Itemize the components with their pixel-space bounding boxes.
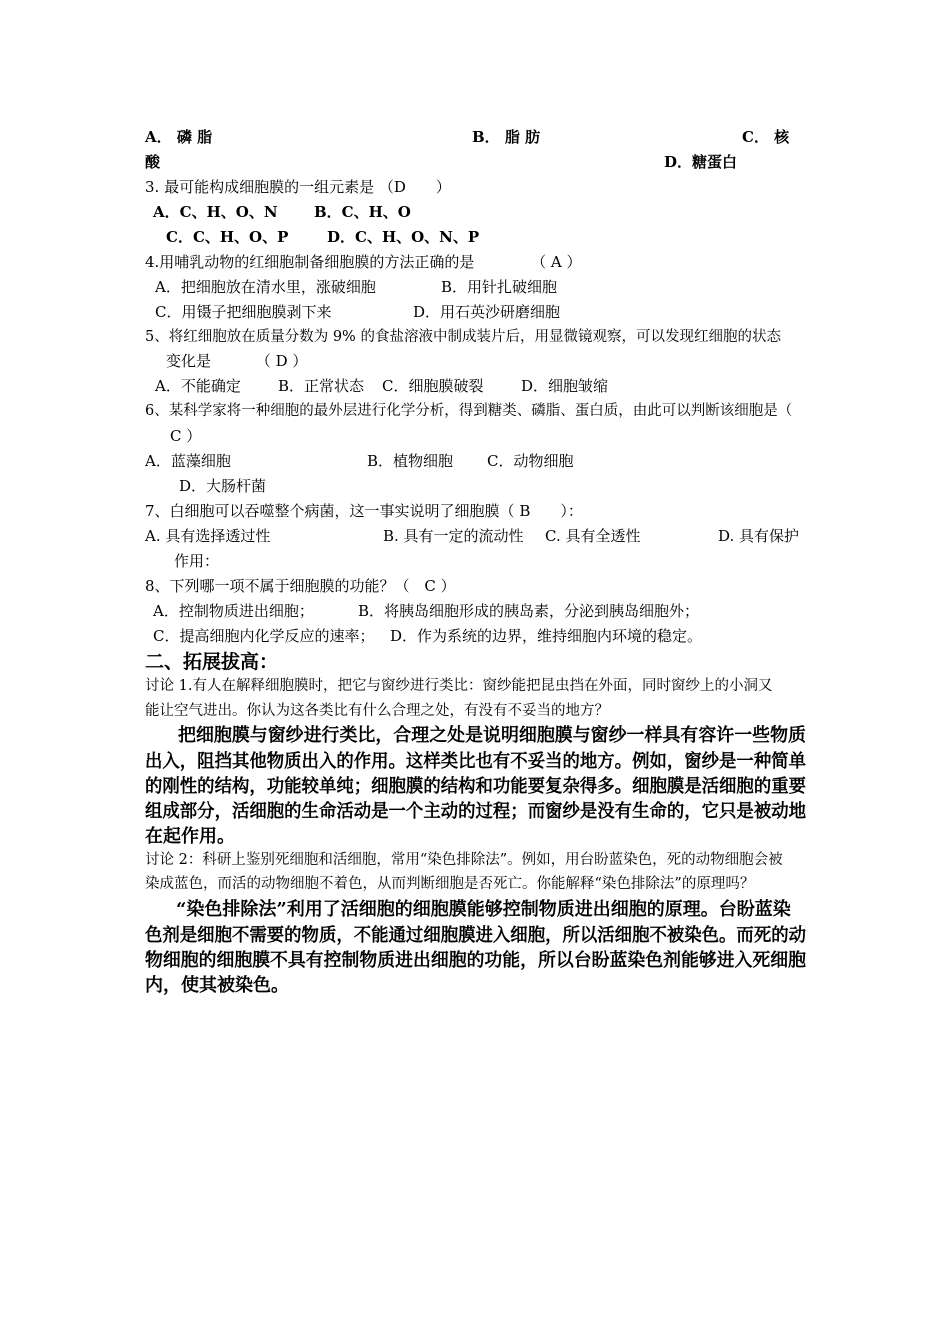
q6-option-a: A．蓝藻细胞 [145,452,231,470]
q2-option-b: B． 脂 肪 [472,128,541,146]
discussion-1-answer-line-5: 在起作用。 [145,826,235,847]
discussion-1-answer-line-2: 出入，阻挡其他物质出入的作用。这样类比也有不妥当的地方。例如，窗纱是一种简单 [145,751,807,772]
q6-option-b: B．植物细胞 [367,452,454,470]
discussion-2-answer-line-4: 内，使其被染色。 [145,975,289,996]
q5-option-a: A．不能确定 [155,377,241,395]
q3-stem-text: 3. 最可能构成细胞膜的一组元素是 [145,178,375,196]
q4-option-d: D．用石英沙研磨细胞 [413,303,561,321]
discussion-1-answer-line-3: 的刚性的结构，功能较单纯；细胞膜的结构和功能要复杂得多。细胞膜是活细胞的重要 [145,776,807,797]
q8-stem [145,576,456,596]
q5-answer: （ D ） [255,352,308,370]
q2-option-a: A． 磷 脂 [145,128,213,146]
q5-option-c: C．细胞膜破裂 [382,377,484,395]
q3-option-d: D．C、H、O、N、P [327,228,480,246]
q7-option-b: B. 具有一定的流动性 [383,527,524,545]
q2-option-c: C． 核 [742,128,790,146]
q6-option-d: D．大肠杆菌 [179,477,267,495]
q2-option-c-continued: 酸 [145,153,161,171]
q3-stem [145,177,451,197]
q7-option-c: C. 具有全透性 [545,527,641,545]
q4-option-b: B．用针扎破细胞 [441,278,558,296]
q6-stem: 6、某科学家将一种细胞的最外层进行化学分析，得到糖类、磷脂、蛋白质，由此可以判断该细胞是（ [145,403,793,419]
q4-answer: （ A ） [531,253,582,271]
discussion-2-answer-line-3: 物细胞的细胞膜不具有控制物质进出细胞的功能，所以台盼蓝染色剂能够进入死细胞 [145,950,807,971]
q5-stem-continued [166,351,307,371]
q2-option-d: D．糖蛋白 [664,153,738,171]
q6-answer: C ） [170,427,202,445]
q8-option-d: D．作为系统的边界，维持细胞内环境的稳定。 [390,627,703,645]
q3-answer: （D ） [378,178,451,196]
discussion-2-answer-line-1: “染色排除法”利用了活细胞的细胞膜能够控制物质进出细胞的原理。台盼蓝染 [176,899,791,920]
q4-stem-text: 4.用哺乳动物的红细胞制备细胞膜的方法正确的是 [145,253,475,271]
q4-option-a: A．把细胞放在清水里，涨破细胞 [155,278,376,296]
q4-stem [145,252,581,272]
q3-option-a: A．C、H、O、N [153,203,278,221]
q8-option-a: A．控制物质进出细胞； [153,602,314,620]
q7-option-d: D. 具有保护 [718,527,800,545]
q5-option-d: D．细胞皱缩 [521,377,609,395]
q5-stem: 5、将红细胞放在质量分数为 9% 的食盐溶液中制成装片后，用显微镜观察，可以发现红细胞的状态 [145,329,781,345]
discussion-1-answer-line-4: 组成部分，活细胞的生命活动是一个主动的过程；而窗纱是没有生命的，它只是被动地 [145,801,807,822]
discussion-1-question-line-2: 能让空气进出。你认为这各类比有什么合理之处，有没有不妥当的地方？ [145,703,609,719]
q8-option-c: C．提高细胞内化学反应的速率； [153,627,375,645]
discussion-1-answer-line-1: 把细胞膜与窗纱进行类比，合理之处是说明细胞膜与窗纱一样具有容许一些物质 [178,725,806,746]
q7-option-a: A. 具有选择透过性 [145,527,271,545]
q6-option-c: C．动物细胞 [487,452,574,470]
discussion-2-question-line-1: 讨论 2：科研上鉴别死细胞和活细胞，常用“染色排除法”。例如，用台盼蓝染色，死的动物细胞会被 [145,852,783,868]
q8-option-b: B．将胰岛细胞形成的胰岛素，分泌到胰岛细胞外； [358,602,700,620]
q5-option-b: B．正常状态 [278,377,365,395]
q5-stem-continued-text: 变化是 [166,352,212,370]
discussion-2-answer-line-2: 色剂是细胞不需要的物质，不能通过细胞膜进入细胞，所以活细胞不被染色。而死的动 [145,925,807,946]
q7-stem-text: 7、白细胞可以吞噬整个病菌，这一事实说明了细胞膜（ [145,502,515,520]
section-2-title: 二、拓展拔高： [145,651,279,673]
q7-answer: B ）： [519,502,583,520]
q4-option-c: C．用镊子把细胞膜剥下来 [155,303,332,321]
q3-option-c: C．C、H、O、P [166,228,289,246]
q8-answer: C ） [424,577,456,595]
q8-stem-text: 8、下列哪一项不属于细胞膜的功能？（ [145,577,410,595]
q7-stem [145,501,583,521]
discussion-2-question-line-2: 染成蓝色，而活的动物细胞不着色，从而判断细胞是否死亡。你能解释“染色排除法”的原理吗？ [145,876,755,892]
q7-option-d-continued: 作用： [174,552,220,570]
discussion-1-question-line-1: 讨论 1.有人在解释细胞膜时，把它与窗纱进行类比：窗纱能把昆虫挡在外面，同时窗纱上的小洞又 [145,678,773,694]
q3-option-b: B．C、H、O [314,203,411,221]
